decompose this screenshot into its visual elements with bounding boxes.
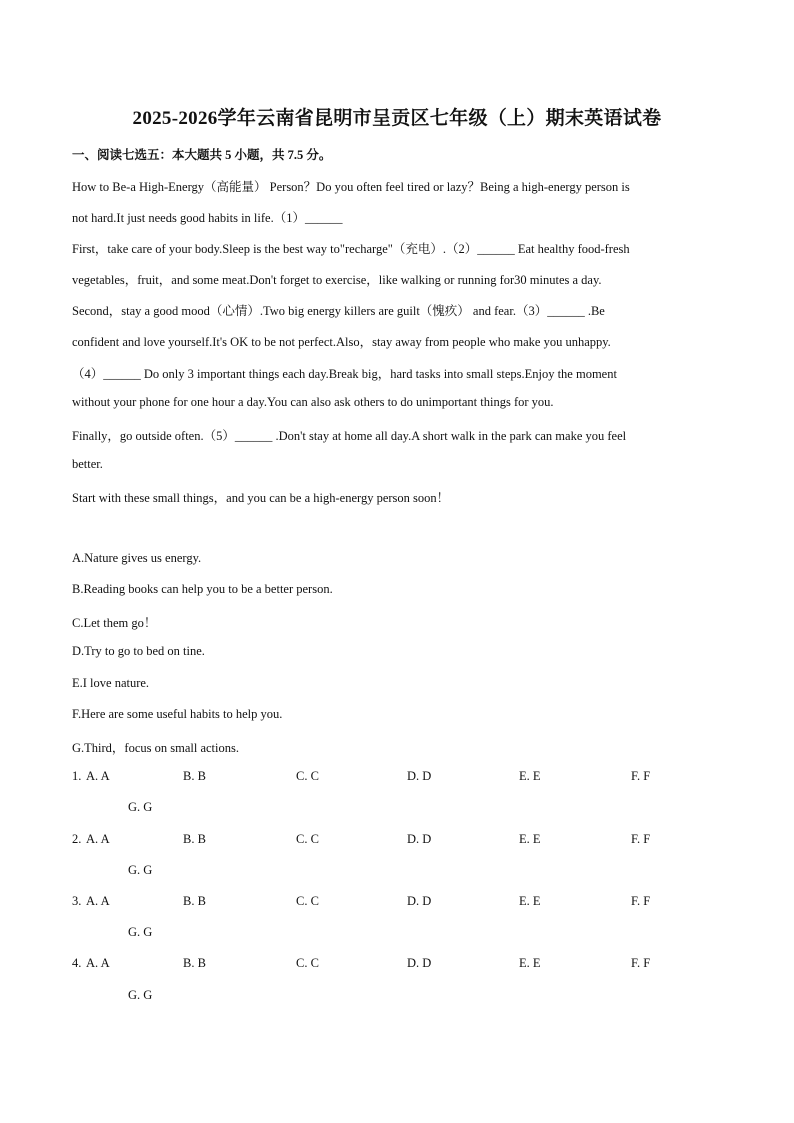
choice-f[interactable]: F. F (631, 832, 651, 846)
passage-line: First，take care of your body.Sleep is the best way to"recharge"（充电）.（2）______ Eat healthy food-fresh (72, 242, 630, 256)
choice-c[interactable]: C. C (296, 832, 319, 846)
option-f: F.Here are some useful habits to help you. (72, 707, 283, 721)
option-c: C.Let them go！ (72, 616, 157, 630)
choice-e[interactable]: E. E (519, 894, 541, 908)
passage-line: Start with these small things，and you can be a high-energy person soon！ (72, 491, 450, 505)
passage-line: not hard.It just needs good habits in life.（1）______ (72, 211, 343, 225)
question-1 (72, 769, 722, 787)
option-a: A.Nature gives us energy. (72, 551, 202, 565)
choice-g[interactable]: G. G (128, 800, 153, 814)
passage-line: confident and love yourself.It's OK to be not perfect.Also，stay away from people who make you unhappy. (72, 335, 611, 349)
option-e: E.I love nature. (72, 676, 150, 690)
question-number: 2. (72, 832, 82, 846)
choice-f[interactable]: F. F (631, 769, 651, 783)
passage-line: Second，stay a good mood（心情）.Two big energy killers are guilt（愧疚） and fear.（3）______ .Be (72, 304, 605, 318)
choice-e[interactable]: E. E (519, 956, 541, 970)
question-number: 3. (72, 894, 82, 908)
choice-g[interactable]: G. G (128, 925, 153, 939)
choice-c[interactable]: C. C (296, 956, 319, 970)
choice-d[interactable]: D. D (407, 894, 432, 908)
choice-b[interactable]: B. B (183, 832, 206, 846)
choice-b[interactable]: B. B (183, 894, 206, 908)
choice-c[interactable]: C. C (296, 769, 319, 783)
choice-c[interactable]: C. C (296, 894, 319, 908)
choice-g[interactable]: G. G (128, 988, 153, 1002)
choice-f[interactable]: F. F (631, 956, 651, 970)
question-2 (72, 832, 722, 850)
choice-a[interactable]: A. A (86, 894, 110, 908)
page-title: 2025-2026学年云南省昆明市呈贡区七年级（上）期末英语试卷 (132, 108, 662, 129)
choice-a[interactable]: A. A (86, 769, 110, 783)
passage-line: without your phone for one hour a day.You can also ask others to do unimportant things for you. (72, 395, 554, 409)
choice-f[interactable]: F. F (631, 894, 651, 908)
choice-b[interactable]: B. B (183, 769, 206, 783)
choice-d[interactable]: D. D (407, 956, 432, 970)
choice-d[interactable]: D. D (407, 832, 432, 846)
choice-a[interactable]: A. A (86, 832, 110, 846)
question-3 (72, 894, 722, 912)
passage-line: vegetables，fruit，and some meat.Don't forget to exercise，like walking or running for30 minutes a day. (72, 273, 602, 287)
passage-line: （4）______ Do only 3 important things each day.Break big，hard tasks into small steps.Enjoy the moment (72, 367, 617, 381)
option-g: G.Third，focus on small actions. (72, 741, 239, 755)
choice-b[interactable]: B. B (183, 956, 206, 970)
choice-g[interactable]: G. G (128, 863, 153, 877)
choice-e[interactable]: E. E (519, 832, 541, 846)
option-d: D.Try to go to bed on tine. (72, 644, 205, 658)
passage-line: better. (72, 457, 103, 471)
question-4 (72, 956, 722, 974)
option-b: B.Reading books can help you to be a better person. (72, 582, 333, 596)
question-number: 1. (72, 769, 82, 783)
choice-e[interactable]: E. E (519, 769, 541, 783)
choice-d[interactable]: D. D (407, 769, 432, 783)
passage-line: How to Be-a High-Energy（高能量） Person？Do you often feel tired or lazy？Being a high-energy person is (72, 180, 630, 194)
section-heading: 一、阅读七选五：本大题共 5 小题，共 7.5 分。 (72, 148, 332, 162)
question-number: 4. (72, 956, 82, 970)
choice-a[interactable]: A. A (86, 956, 110, 970)
passage-line: Finally，go outside often.（5）______ .Don't stay at home all day.A short walk in the park can make you feel (72, 429, 627, 443)
